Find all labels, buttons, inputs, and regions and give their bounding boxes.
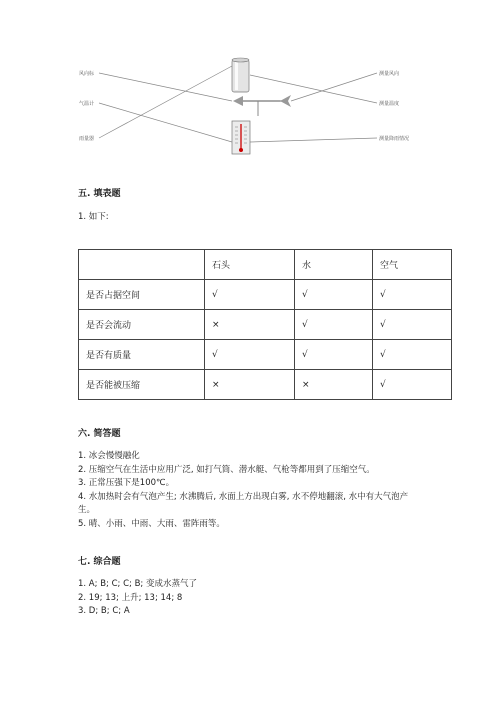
- table-row: [79, 280, 452, 310]
- section6-title: 六. 简答题: [78, 429, 121, 439]
- matching-lines: [0, 0, 500, 170]
- section5-title: 五. 填表题: [78, 189, 121, 199]
- table-cell: √: [373, 310, 452, 340]
- table-cell: ×: [205, 370, 295, 400]
- section6-answers: [78, 450, 423, 531]
- thermometer-icon: [232, 121, 250, 154]
- rain-gauge-icon: [232, 58, 249, 92]
- right-label-rainfall: 测量降雨情况: [379, 136, 410, 142]
- table-row: [79, 310, 452, 340]
- table-cell: √: [295, 310, 373, 340]
- table-cell: √: [373, 280, 452, 310]
- matching-diagram: [0, 0, 500, 170]
- answer-item: 1. A; B; C; C; B; 变成水蒸气了: [78, 579, 197, 589]
- right-label-wind-direction: 测量风向: [379, 71, 400, 77]
- table-header-cell: 空气: [373, 250, 452, 280]
- answer-item: 1. 冰会慢慢融化: [78, 451, 140, 461]
- answer-item: 2. 19; 13; 上升; 13; 14; 8: [78, 592, 183, 603]
- fill-table: [78, 249, 452, 400]
- table-header-cell: 水: [295, 250, 373, 280]
- table-row: [79, 340, 452, 370]
- table-cell: √: [295, 280, 373, 310]
- table-row-label: 是否会流动: [79, 310, 205, 340]
- left-label-rain-gauge: 雨量器: [79, 136, 95, 142]
- left-label-wind-vane: 风向标: [79, 71, 95, 77]
- wind-vane-icon: [233, 95, 291, 116]
- answer-item: 4. 水加热时会有气泡产生; 水沸腾后, 水面上方出现白雾, 水不停地翻滚, 水中有大气泡产生。: [78, 491, 409, 515]
- table-row-label: 是否能被压缩: [79, 370, 205, 400]
- table-row-label: 是否有质量: [79, 340, 205, 370]
- section7-title: 七. 综合题: [78, 557, 121, 567]
- table-cell: ×: [205, 310, 295, 340]
- table-cell: √: [373, 370, 452, 400]
- answer-item: 3. D; B; C; A: [78, 606, 130, 616]
- table-header-row: [79, 250, 452, 280]
- table-cell: √: [205, 280, 295, 310]
- table-cell: √: [295, 340, 373, 370]
- table-header-cell: 石头: [205, 250, 295, 280]
- table-cell: ×: [295, 370, 373, 400]
- table-cell: √: [373, 340, 452, 370]
- table-row-label: 是否占据空间: [79, 280, 205, 310]
- right-label-temperature: 测量温度: [379, 101, 400, 107]
- left-label-thermometer: 气温计: [79, 101, 95, 107]
- table-row: [79, 370, 452, 400]
- table-header-cell: [79, 250, 205, 280]
- table-cell: √: [205, 340, 295, 370]
- answer-item: 5. 晴、小雨、中雨、大雨、雷阵雨等。: [78, 518, 225, 529]
- section5-q1: 1. 如下:: [78, 212, 109, 222]
- answer-item: 3. 正常压强下是100℃。: [78, 478, 175, 488]
- section7-answers: [78, 578, 197, 619]
- answer-item: 2. 压缩空气在生活中应用广泛, 如打气筒、潜水艇、气枪等都用到了压缩空气。: [78, 464, 375, 475]
